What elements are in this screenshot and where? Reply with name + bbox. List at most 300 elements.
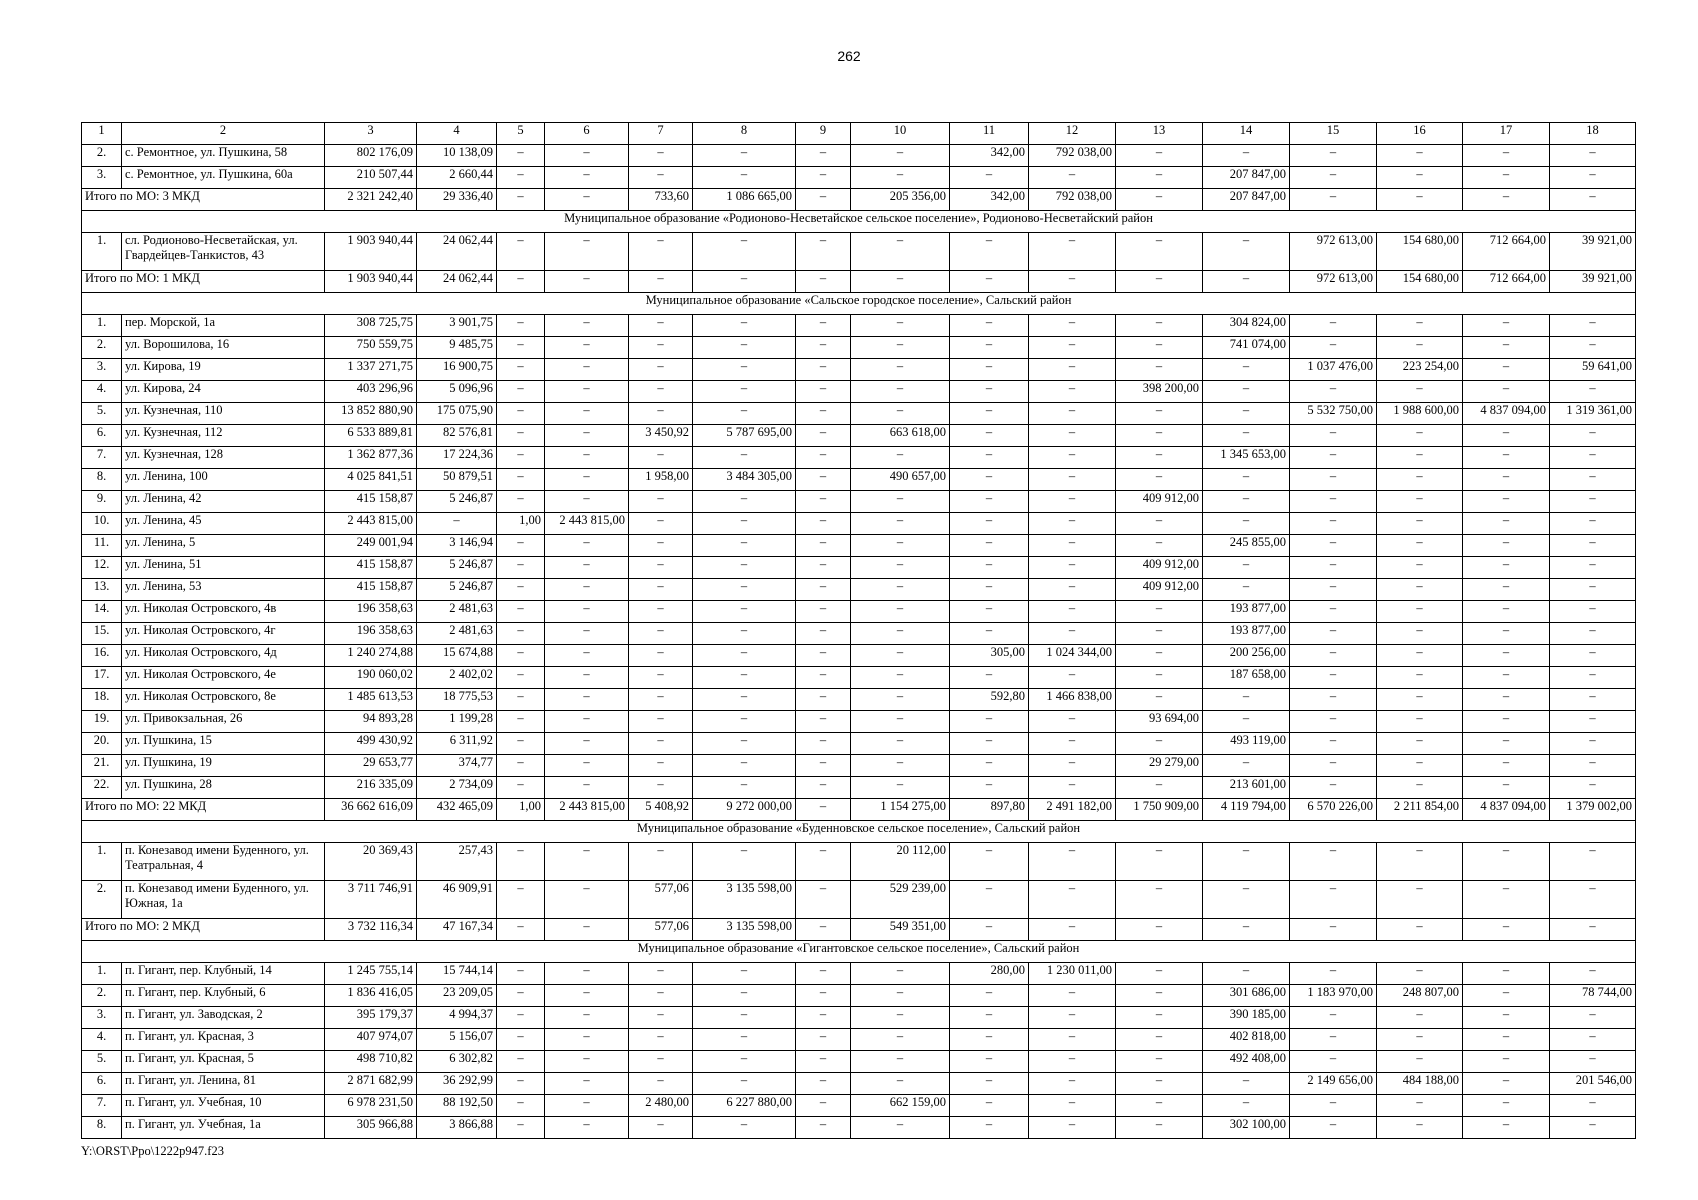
table-cell: – (545, 1051, 629, 1073)
table-cell: – (1203, 491, 1290, 513)
table-cell: – (1029, 425, 1116, 447)
table-cell: – (1029, 711, 1116, 733)
row-number-cell: 6. (82, 425, 122, 447)
table-cell: – (1550, 1095, 1636, 1117)
table-cell: – (1463, 1051, 1550, 1073)
table-cell: 304 824,00 (1203, 315, 1290, 337)
table-cell: – (1029, 1051, 1116, 1073)
table-cell: – (1029, 535, 1116, 557)
table-cell: 5 156,07 (417, 1029, 497, 1051)
table-cell: – (1203, 1073, 1290, 1095)
address-cell: п. Гигант, пер. Клубный, 14 (122, 963, 325, 985)
table-cell: – (545, 315, 629, 337)
table-cell: – (545, 491, 629, 513)
table-cell: – (796, 513, 851, 535)
table-cell: – (1203, 689, 1290, 711)
total-cell: – (851, 271, 950, 293)
table-cell: 4 994,37 (417, 1007, 497, 1029)
address-cell: ул. Николая Островского, 8е (122, 689, 325, 711)
table-cell: 2 443 815,00 (325, 513, 417, 535)
table-cell: – (693, 1073, 796, 1095)
table-row (82, 1073, 1636, 1095)
table-cell: – (1377, 667, 1463, 689)
table-cell: 190 060,02 (325, 667, 417, 689)
table-cell: – (693, 689, 796, 711)
table-cell: – (1116, 645, 1203, 667)
table-cell: – (851, 381, 950, 403)
total-cell: 2 211 854,00 (1377, 799, 1463, 821)
table-cell: – (1290, 535, 1377, 557)
table-cell: – (545, 145, 629, 167)
total-label: Итого по МО: 2 МКД (82, 919, 325, 941)
table-cell: – (693, 711, 796, 733)
table-cell: – (950, 881, 1029, 919)
row-number-cell: 21. (82, 755, 122, 777)
table-cell: – (1550, 689, 1636, 711)
table-cell: – (1377, 469, 1463, 491)
table-row (82, 337, 1636, 359)
total-cell: 3 135 598,00 (693, 919, 796, 941)
table-cell: – (1290, 755, 1377, 777)
table-cell: 6 978 231,50 (325, 1095, 417, 1117)
table-cell: – (796, 881, 851, 919)
column-number-header: 16 (1377, 123, 1463, 145)
table-cell: – (1029, 233, 1116, 271)
row-number-cell: 1. (82, 233, 122, 271)
table-cell: – (1550, 755, 1636, 777)
table-cell: – (497, 167, 545, 189)
table-cell: – (629, 233, 693, 271)
table-cell: 210 507,44 (325, 167, 417, 189)
table-cell: – (629, 167, 693, 189)
table-cell: – (629, 1007, 693, 1029)
table-cell: 1 836 416,05 (325, 985, 417, 1007)
table-cell: – (497, 425, 545, 447)
table-cell: – (1463, 1007, 1550, 1029)
table-cell: – (1029, 447, 1116, 469)
table-cell: 24 062,44 (417, 233, 497, 271)
table-cell: – (950, 425, 1029, 447)
table-cell: – (1463, 337, 1550, 359)
table-cell: – (497, 645, 545, 667)
table-cell: – (1463, 733, 1550, 755)
table-cell: 6 227 880,00 (693, 1095, 796, 1117)
table-cell: – (1116, 337, 1203, 359)
table-cell: 16 900,75 (417, 359, 497, 381)
table-cell: – (950, 1073, 1029, 1095)
table-cell: – (497, 359, 545, 381)
total-cell: 549 351,00 (851, 919, 950, 941)
table-cell: 2 871 682,99 (325, 1073, 417, 1095)
total-row (82, 919, 1636, 941)
table-cell: – (545, 1007, 629, 1029)
table-cell: – (629, 623, 693, 645)
address-cell: ул. Николая Островского, 4г (122, 623, 325, 645)
total-cell: – (1029, 271, 1116, 293)
address-cell: п. Гигант, ул. Учебная, 10 (122, 1095, 325, 1117)
column-number-header: 3 (325, 123, 417, 145)
total-label: Итого по МО: 22 МКД (82, 799, 325, 821)
municipality-section-row (82, 941, 1636, 963)
municipality-section-row (82, 293, 1636, 315)
table-cell: 9 485,75 (417, 337, 497, 359)
table-cell: – (1116, 535, 1203, 557)
table-cell: – (796, 233, 851, 271)
table-cell: – (950, 667, 1029, 689)
table-cell: – (1116, 601, 1203, 623)
column-number-header: 14 (1203, 123, 1290, 145)
address-cell: п. Конезавод имени Буденного, ул. Театральная, 4 (122, 843, 325, 881)
table-cell: – (1463, 689, 1550, 711)
total-cell: – (1290, 919, 1377, 941)
table-cell: – (1463, 1117, 1550, 1139)
table-cell: – (1463, 777, 1550, 799)
table-cell: 2 481,63 (417, 601, 497, 623)
table-cell: – (1377, 491, 1463, 513)
row-number-cell: 6. (82, 1073, 122, 1095)
total-cell: – (545, 919, 629, 941)
table-cell: – (1029, 985, 1116, 1007)
address-cell: ул. Ленина, 53 (122, 579, 325, 601)
table-cell: – (950, 469, 1029, 491)
row-number-cell: 4. (82, 1029, 122, 1051)
table-row (82, 733, 1636, 755)
table-cell: – (1463, 881, 1550, 919)
table-row (82, 447, 1636, 469)
table-cell: – (545, 425, 629, 447)
table-cell: – (1377, 447, 1463, 469)
table-cell: 1 245 755,14 (325, 963, 417, 985)
table-cell: – (545, 1117, 629, 1139)
table-cell: – (796, 167, 851, 189)
table-cell: 3 901,75 (417, 315, 497, 337)
table-row (82, 403, 1636, 425)
table-cell: – (1463, 667, 1550, 689)
row-number-cell: 1. (82, 963, 122, 985)
column-number-header: 5 (497, 123, 545, 145)
table-cell: – (851, 711, 950, 733)
table-cell: – (497, 1117, 545, 1139)
table-cell: – (629, 963, 693, 985)
address-cell: п. Гигант, пер. Клубный, 6 (122, 985, 325, 1007)
table-cell: – (1290, 881, 1377, 919)
table-cell: – (1290, 145, 1377, 167)
table-cell: – (545, 645, 629, 667)
address-cell: ул. Ворошилова, 16 (122, 337, 325, 359)
total-cell: 2 321 242,40 (325, 189, 417, 211)
table-cell: – (1463, 167, 1550, 189)
table-cell: – (1290, 733, 1377, 755)
table-cell: – (1550, 1029, 1636, 1051)
table-cell: – (851, 167, 950, 189)
total-cell: – (497, 271, 545, 293)
table-cell: – (1463, 579, 1550, 601)
table-cell: 1 362 877,36 (325, 447, 417, 469)
address-cell: ул. Привокзальная, 26 (122, 711, 325, 733)
table-cell: – (1377, 513, 1463, 535)
table-cell: – (950, 755, 1029, 777)
table-cell: – (629, 733, 693, 755)
table-cell: – (693, 403, 796, 425)
table-cell: – (1029, 623, 1116, 645)
table-cell: – (497, 1051, 545, 1073)
table-cell: – (1377, 881, 1463, 919)
table-cell: – (545, 667, 629, 689)
table-row (82, 755, 1636, 777)
table-cell: 403 296,96 (325, 381, 417, 403)
table-cell: – (497, 1007, 545, 1029)
table-cell: – (497, 557, 545, 579)
table-cell: 750 559,75 (325, 337, 417, 359)
total-cell: – (796, 799, 851, 821)
total-cell: 1 903 940,44 (325, 271, 417, 293)
row-number-cell: 5. (82, 403, 122, 425)
column-number-header: 11 (950, 123, 1029, 145)
table-cell: – (545, 1095, 629, 1117)
table-cell: – (1290, 843, 1377, 881)
column-number-header: 9 (796, 123, 851, 145)
table-cell: 305,00 (950, 645, 1029, 667)
table-cell: – (851, 557, 950, 579)
table-cell: 23 209,05 (417, 985, 497, 1007)
footer-file-path: Y:\ORST\Ppo\1222p947.f23 (81, 1144, 224, 1158)
table-cell: – (1550, 733, 1636, 755)
table-cell: – (1116, 145, 1203, 167)
table-cell: – (1550, 167, 1636, 189)
table-cell: – (497, 381, 545, 403)
table-cell: – (1290, 381, 1377, 403)
table-cell: 1 466 838,00 (1029, 689, 1116, 711)
table-cell: – (629, 689, 693, 711)
table-cell: – (796, 337, 851, 359)
table-cell: 200 256,00 (1203, 645, 1290, 667)
table-cell: – (796, 733, 851, 755)
table-cell: – (851, 1073, 950, 1095)
table-cell: – (1377, 381, 1463, 403)
table-cell: 407 974,07 (325, 1029, 417, 1051)
table-cell: – (1116, 1095, 1203, 1117)
table-cell: – (1203, 557, 1290, 579)
table-cell: 6 311,92 (417, 733, 497, 755)
table-cell: – (851, 755, 950, 777)
table-row (82, 145, 1636, 167)
table-cell: 415 158,87 (325, 491, 417, 513)
table-cell: – (1116, 359, 1203, 381)
table-cell: – (1203, 711, 1290, 733)
table-cell: – (1550, 447, 1636, 469)
row-number-cell: 20. (82, 733, 122, 755)
table-cell: – (950, 447, 1029, 469)
table-cell: – (950, 557, 1029, 579)
table-cell: – (1290, 513, 1377, 535)
table-cell: – (545, 535, 629, 557)
total-row (82, 271, 1636, 293)
table-cell: – (1203, 403, 1290, 425)
table-cell: – (950, 535, 1029, 557)
table-cell: – (796, 985, 851, 1007)
table-cell: 409 912,00 (1116, 491, 1203, 513)
table-cell: 1 240 274,88 (325, 645, 417, 667)
table-cell: – (851, 447, 950, 469)
table-cell: – (1203, 359, 1290, 381)
table-cell: – (1116, 513, 1203, 535)
table-row (82, 535, 1636, 557)
row-number-cell: 19. (82, 711, 122, 733)
table-cell: – (851, 233, 950, 271)
table-cell: – (1377, 755, 1463, 777)
table-cell: – (1029, 337, 1116, 359)
table-cell: – (1116, 1007, 1203, 1029)
table-cell: – (497, 963, 545, 985)
total-cell: 24 062,44 (417, 271, 497, 293)
total-cell: 733,60 (629, 189, 693, 211)
table-cell: – (1029, 777, 1116, 799)
table-cell: 2 480,00 (629, 1095, 693, 1117)
table-cell: – (1116, 843, 1203, 881)
column-number-header: 7 (629, 123, 693, 145)
table-cell: – (497, 711, 545, 733)
table-row (82, 963, 1636, 985)
municipality-title: Муниципальное образование «Сальское городское поселение», Сальский район (82, 293, 1636, 315)
address-cell: ул. Николая Островского, 4е (122, 667, 325, 689)
table-cell: – (950, 733, 1029, 755)
total-cell: 1 750 909,00 (1116, 799, 1203, 821)
table-cell: – (1550, 145, 1636, 167)
table-cell: – (693, 315, 796, 337)
table-cell: – (1290, 623, 1377, 645)
table-cell: – (1290, 425, 1377, 447)
table-cell: 29 279,00 (1116, 755, 1203, 777)
table-cell: – (693, 755, 796, 777)
total-cell: 577,06 (629, 919, 693, 941)
table-cell: 1 037 476,00 (1290, 359, 1377, 381)
table-cell: 20 369,43 (325, 843, 417, 881)
table-row (82, 579, 1636, 601)
table-cell: 1 199,28 (417, 711, 497, 733)
table-cell: – (497, 623, 545, 645)
table-cell: – (693, 337, 796, 359)
table-cell: – (497, 233, 545, 271)
table-cell: – (629, 557, 693, 579)
table-cell: 972 613,00 (1290, 233, 1377, 271)
address-cell: сл. Родионово-Несветайская, ул. Гвардейцев-Танкистов, 43 (122, 233, 325, 271)
table-cell: – (629, 1051, 693, 1073)
table-cell: 529 239,00 (851, 881, 950, 919)
table-cell: – (629, 843, 693, 881)
table-cell: 5 787 695,00 (693, 425, 796, 447)
table-cell: – (950, 403, 1029, 425)
table-cell: – (1203, 425, 1290, 447)
table-cell: – (1377, 1029, 1463, 1051)
total-cell: 342,00 (950, 189, 1029, 211)
table-row (82, 667, 1636, 689)
total-cell: – (1116, 189, 1203, 211)
table-cell: 1 230 011,00 (1029, 963, 1116, 985)
table-cell: – (1377, 843, 1463, 881)
table-cell: – (1029, 843, 1116, 881)
table-cell: 5 246,87 (417, 579, 497, 601)
table-cell: 10 138,09 (417, 145, 497, 167)
table-row (82, 1007, 1636, 1029)
table-cell: – (629, 447, 693, 469)
table-cell: 712 664,00 (1463, 233, 1550, 271)
table-cell: 1 958,00 (629, 469, 693, 491)
table-cell: – (497, 667, 545, 689)
address-cell: ул. Пушкина, 19 (122, 755, 325, 777)
table-cell: – (950, 513, 1029, 535)
table-cell: – (1029, 667, 1116, 689)
table-cell: – (629, 1029, 693, 1051)
table-cell: – (629, 777, 693, 799)
total-cell: 972 613,00 (1290, 271, 1377, 293)
table-cell: – (851, 601, 950, 623)
table-cell: – (1377, 963, 1463, 985)
table-cell: – (629, 513, 693, 535)
table-cell: 201 546,00 (1550, 1073, 1636, 1095)
table-cell: – (1550, 623, 1636, 645)
table-cell: – (1550, 491, 1636, 513)
table-cell: – (1463, 359, 1550, 381)
table-cell: – (1377, 535, 1463, 557)
table-cell: – (851, 513, 950, 535)
table-cell: 59 641,00 (1550, 359, 1636, 381)
total-cell: 9 272 000,00 (693, 799, 796, 821)
table-cell: 301 686,00 (1203, 985, 1290, 1007)
table-cell: 29 653,77 (325, 755, 417, 777)
table-cell: 50 879,51 (417, 469, 497, 491)
address-cell: п. Конезавод имени Буденного, ул. Южная, 1а (122, 881, 325, 919)
table-cell: – (1377, 315, 1463, 337)
total-cell: – (1116, 271, 1203, 293)
table-cell: – (545, 689, 629, 711)
table-cell: 577,06 (629, 881, 693, 919)
table-cell: – (693, 1117, 796, 1139)
table-cell: – (1116, 1051, 1203, 1073)
table-cell: – (796, 667, 851, 689)
table-cell: 802 176,09 (325, 145, 417, 167)
table-cell: – (851, 1029, 950, 1051)
table-cell: – (693, 513, 796, 535)
table-cell: – (1290, 491, 1377, 513)
address-cell: ул. Кузнечная, 128 (122, 447, 325, 469)
table-cell: – (497, 689, 545, 711)
total-cell: 47 167,34 (417, 919, 497, 941)
table-cell: – (1029, 579, 1116, 601)
table-row (82, 315, 1636, 337)
column-number-header: 18 (1550, 123, 1636, 145)
table-cell: – (1116, 469, 1203, 491)
table-cell: 3 146,94 (417, 535, 497, 557)
table-cell: – (1116, 315, 1203, 337)
table-cell: – (693, 535, 796, 557)
table-cell: 415 158,87 (325, 557, 417, 579)
table-cell: – (545, 881, 629, 919)
table-cell: – (1377, 1117, 1463, 1139)
total-cell: – (1550, 919, 1636, 941)
table-cell: – (693, 985, 796, 1007)
table-cell: – (796, 1029, 851, 1051)
table-cell: – (1029, 601, 1116, 623)
table-cell: – (851, 777, 950, 799)
table-cell: 193 877,00 (1203, 623, 1290, 645)
table-cell: – (693, 667, 796, 689)
row-number-cell: 8. (82, 469, 122, 491)
table-cell: – (629, 985, 693, 1007)
table-cell: – (950, 777, 1029, 799)
table-cell: – (1116, 667, 1203, 689)
row-number-cell: 22. (82, 777, 122, 799)
table-cell: – (950, 381, 1029, 403)
